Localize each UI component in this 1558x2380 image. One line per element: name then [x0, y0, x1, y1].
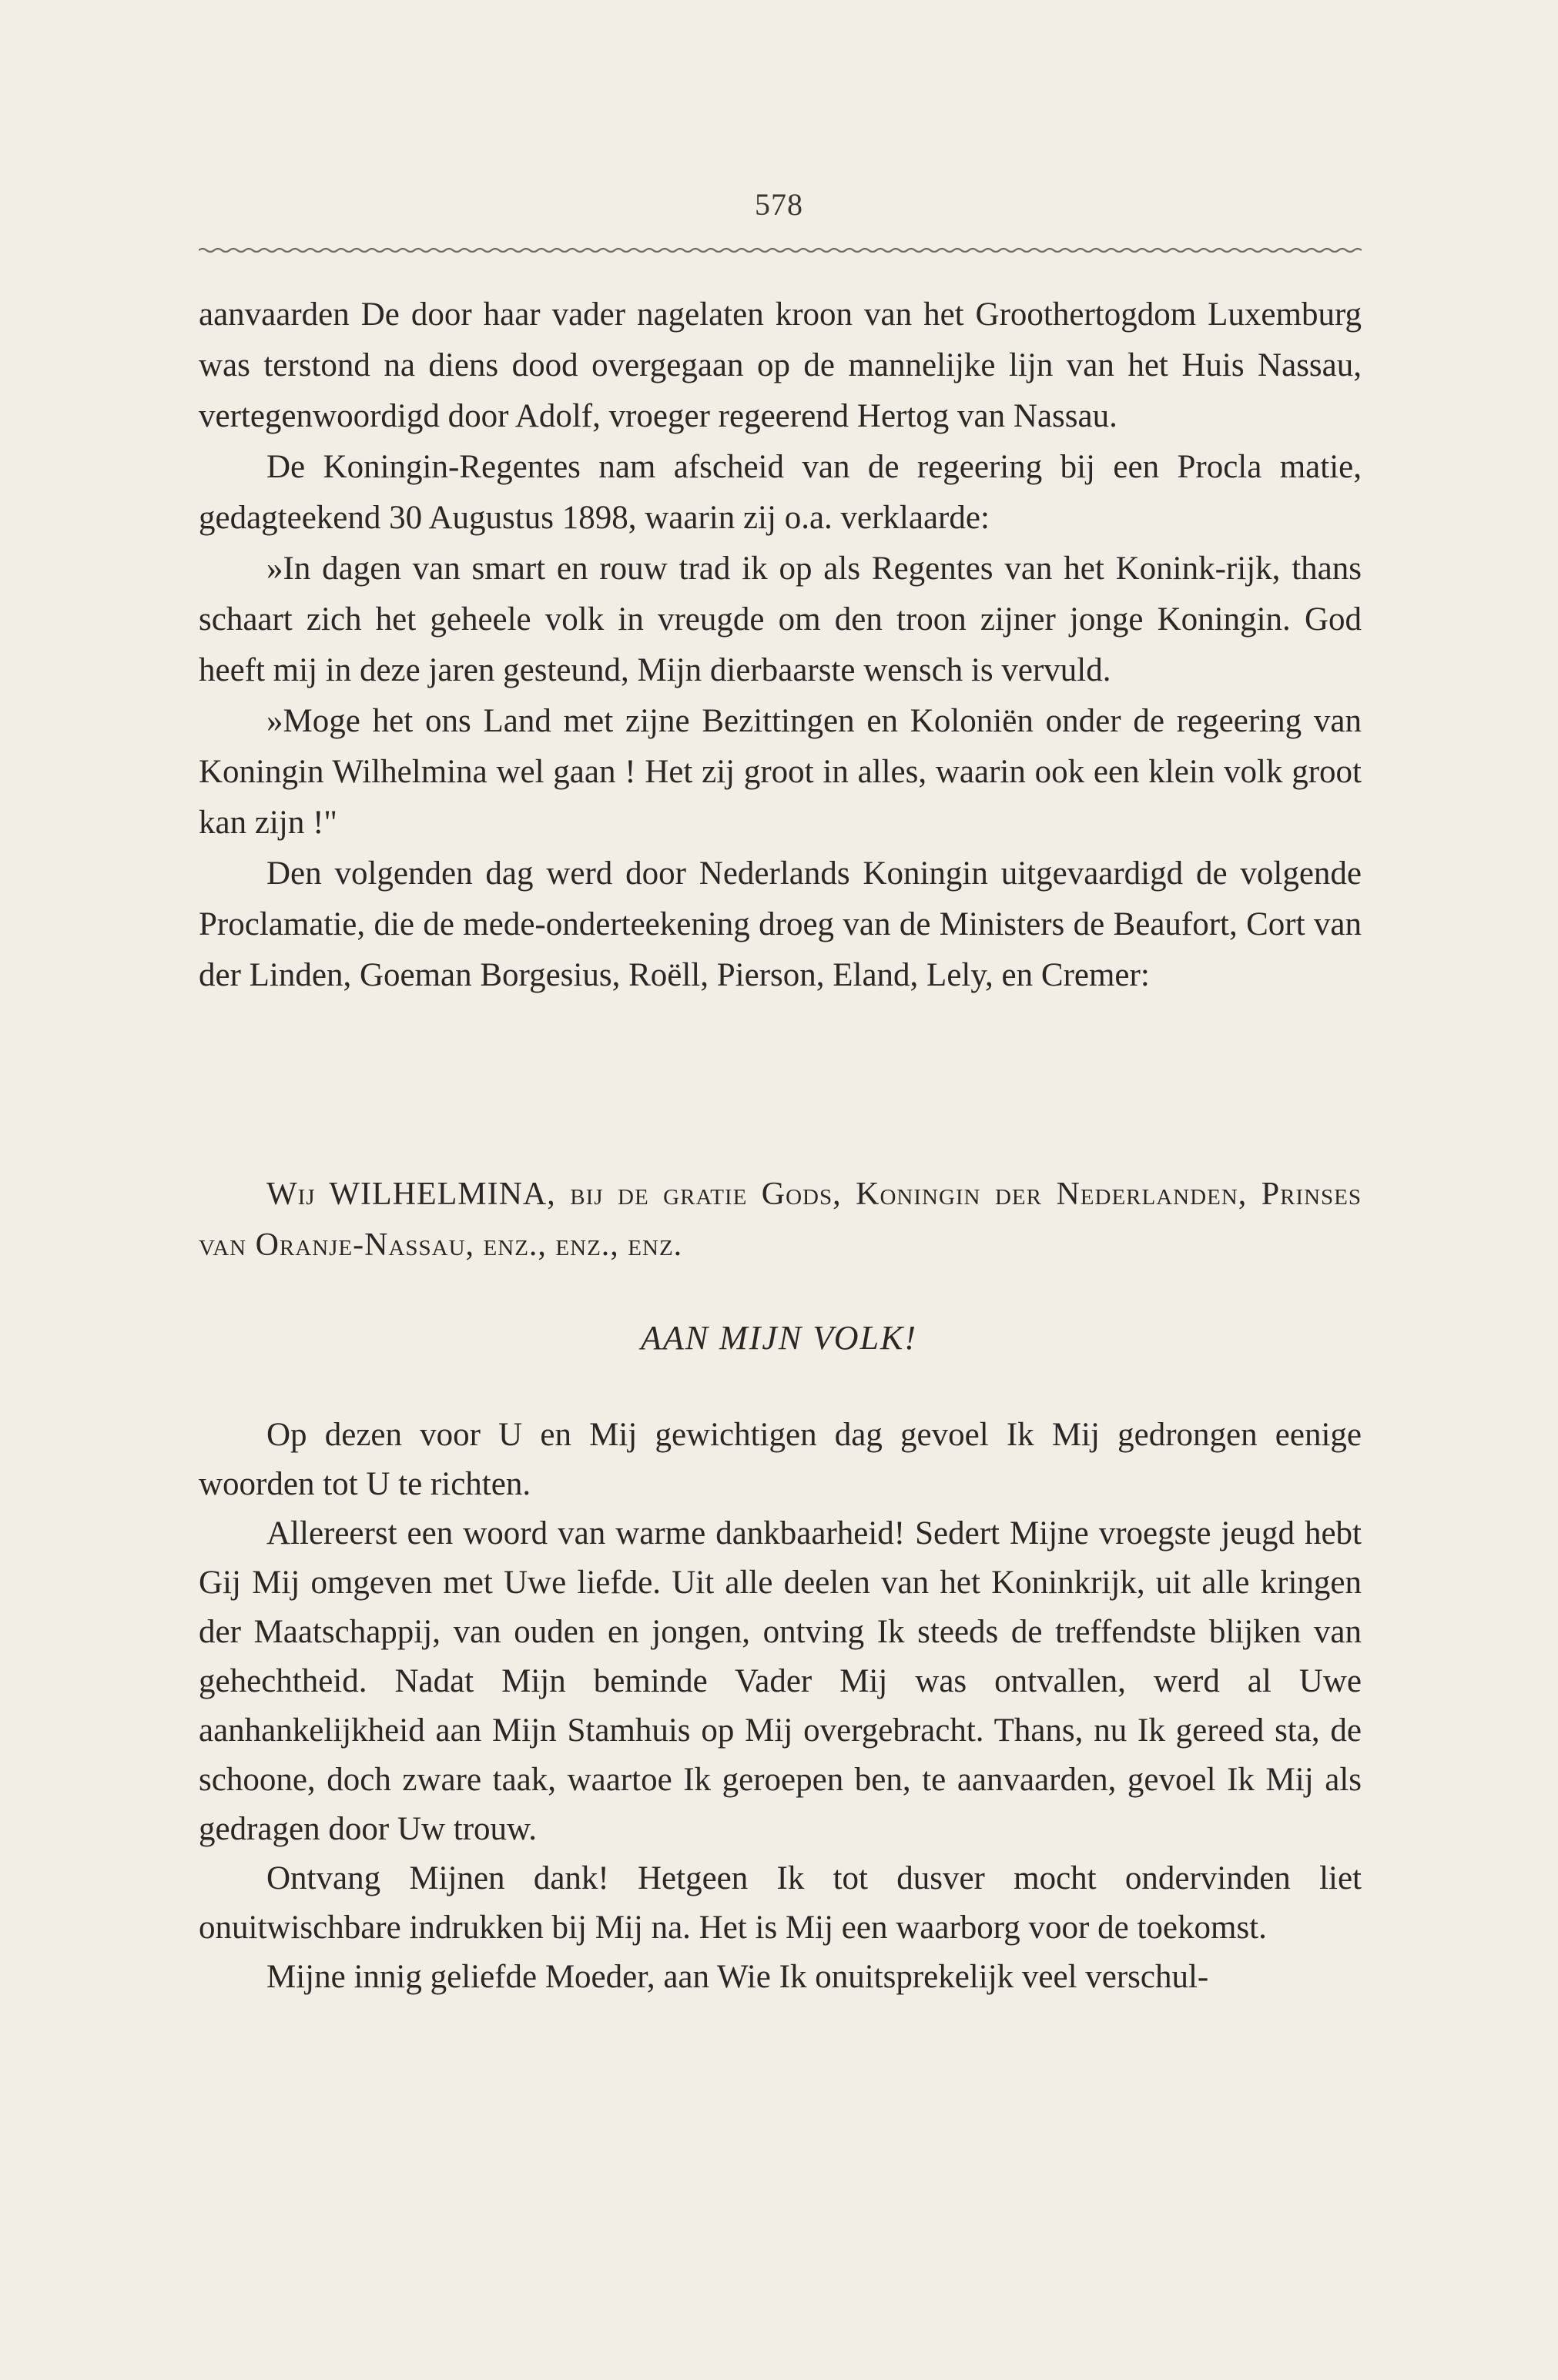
top-text-block — [199, 290, 1362, 1001]
paragraph-allereerst: Allereerst een woord van warme dankbaarheid! Sedert Mijne vroegste jeugd hebt Gij Mij omgeven met Uwe liefde. Uit alle deelen van het Koninkrijk, uit alle kringen der Maatschappij, van ouden en jongen, ontving Ik steeds de treffendste blijken van gehechtheid. Nadat Mijn beminde Vader Mij was ontvallen, werd al Uwe aanhankelijkheid aan Mijn Stamhuis op Mij overgebracht. Thans, nu Ik gereed sta, de schoone, doch zware taak, waartoe Ik geroepen ben, te aanvaarden, gevoel Ik Mij als gedragen door Uw trouw. — [199, 1515, 1362, 1847]
paragraph-quote-regentes: »In dagen van smart en rouw trad ik op als Regentes van het Konink-rijk, thans schaart zich het geheele volk in vreugde om den troon zijner jonge Koningin. God heeft mij in deze jaren gesteund, Mijn dierbaarste wensch is vervuld. — [199, 551, 1362, 688]
paragraph-koningin-regentes: De Koningin-Regentes nam afscheid van de regeering bij een Procla matie, gedagteekend 30 Augustus 1898, waarin zij o.a. verklaarde: — [199, 449, 1362, 536]
page-number: 578 — [755, 187, 803, 222]
paragraph-op-dezen: Op dezen voor U en Mij gewichtigen dag gevoel Ik Mij gedrongen eenige woorden tot U te richten. — [199, 1417, 1362, 1502]
proclamation-title: Wij WILHELMINA, bij de gratie Gods, Koningin der Nederlanden, Prinses van Oranje-Nassau, enz., enz., enz. — [199, 1177, 1362, 1263]
proclamation-heading: AAN MIJN VOLK! — [640, 1319, 918, 1357]
paragraph-quote-moge: »Moge het ons Land met zijne Bezittingen en Koloniën onder de regeering van Koningin Wilhelmina wel gaan ! Het zij groot in alles, waarin ook een klein volk groot kan zijn !" — [199, 703, 1362, 841]
paragraph-volgenden-dag: Den volgenden dag werd door Nederlands Koningin uitgevaardigd de volgende Proclamatie, die de mede-onderteekening droeg van de Ministers de Beaufort, Cort van der Linden, Goeman Borgesius, Roëll, Pierson, Eland, Lely, en Cremer: — [199, 855, 1362, 993]
proclamation-intro — [199, 1169, 1362, 1270]
paragraph-mijne-moeder: Mijne innig geliefde Moeder, aan Wie Ik onuitsprekelijk veel verschul- — [266, 1959, 1209, 1995]
bottom-text-block — [199, 1411, 1362, 2002]
paragraph-aanvaarden: aanvaarden De door haar vader nagelaten kroon van het Groothertogdom Luxemburg was terstond na diens dood overgegaan op de mannelijke lijn van het Huis Nassau, vertegenwoordigd door Adolf, vroeger regeerend Hertog van Nassau. — [199, 296, 1362, 434]
wavy-header-rule — [199, 245, 1362, 256]
paragraph-ontvang: Ontvang Mijnen dank! Hetgeen Ik tot dusver mocht ondervinden liet onuitwischbare indrukken bij Mij na. Het is Mij een waarborg voor de toekomst. — [199, 1860, 1362, 1946]
